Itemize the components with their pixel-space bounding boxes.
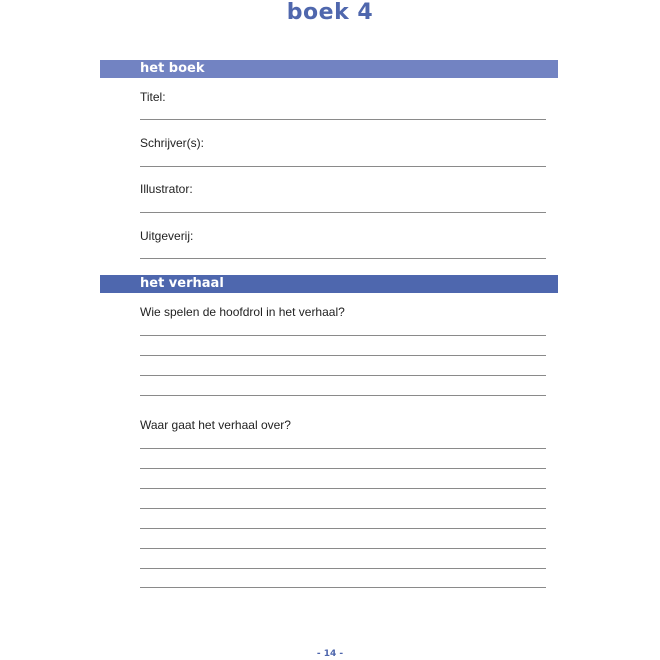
- answer-line-story-about[interactable]: [140, 568, 546, 569]
- answer-line-main-characters[interactable]: [140, 355, 546, 356]
- page-title: boek 4: [286, 0, 374, 25]
- section-header-book: [100, 60, 558, 78]
- answer-line-story-about[interactable]: [140, 488, 546, 489]
- answer-line-main-characters[interactable]: [140, 375, 546, 376]
- answer-line-authors[interactable]: [140, 166, 546, 167]
- field-label-publisher: Uitgeverij:: [140, 229, 194, 243]
- section-heading-book: het boek: [140, 61, 205, 76]
- answer-line-story-about[interactable]: [140, 548, 546, 549]
- section-header-story: [100, 275, 558, 293]
- field-label-title: Titel:: [140, 90, 166, 104]
- answer-line-main-characters[interactable]: [140, 395, 546, 396]
- section-heading-story: het verhaal: [140, 276, 224, 291]
- answer-line-main-characters[interactable]: [140, 335, 546, 336]
- question-story-about: Waar gaat het verhaal over?: [140, 418, 291, 432]
- answer-line-story-about[interactable]: [140, 448, 546, 449]
- page-number: - 14 -: [316, 649, 344, 659]
- field-label-authors: Schrijver(s):: [140, 136, 205, 150]
- answer-line-title[interactable]: [140, 119, 546, 120]
- answer-line-story-about[interactable]: [140, 468, 546, 469]
- field-label-illustrator: Illustrator:: [140, 182, 193, 196]
- answer-line-story-about[interactable]: [140, 528, 546, 529]
- answer-line-story-about[interactable]: [140, 508, 546, 509]
- answer-line-illustrator[interactable]: [140, 212, 546, 213]
- answer-line-publisher[interactable]: [140, 258, 546, 259]
- question-main-characters: Wie spelen de hoofdrol in het verhaal?: [140, 305, 345, 319]
- answer-line-story-about[interactable]: [140, 587, 546, 588]
